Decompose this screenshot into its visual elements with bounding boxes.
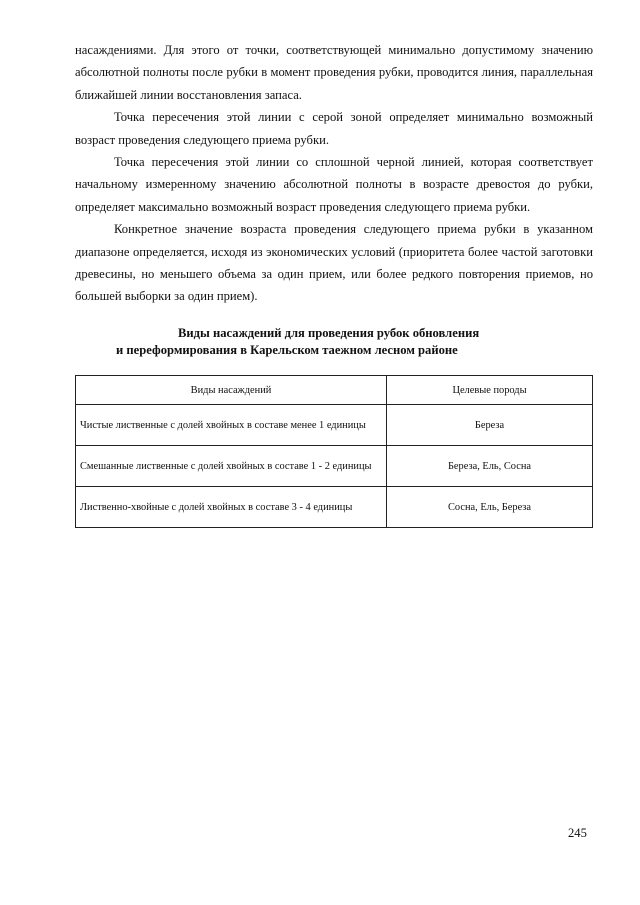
stand-type-cell: Лиственно-хвойные с долей хвойных в составе 3 - 4 единицы	[76, 487, 387, 528]
paragraph: Конкретное значение возраста проведения следующего приема рубки в указанном диапазоне определяется, исходя из экономических условий (приоритета более частой заготовки древесины, но меньшего объема за один прием, или более редкого повторения приемов, но большей выборки за один прием).	[75, 222, 593, 304]
table-row	[76, 405, 593, 446]
table-heading-line-1: Виды насаждений для проведения рубок обновления	[178, 326, 480, 340]
paragraph-continuation: насаждениями. Для этого от точки, соответствующей минимально допустимому значению абсолютной полноты после рубки в момент проведения рубки, проводится линия, параллельная ближайшей линии восстановления запаса.	[75, 43, 593, 102]
table-row	[76, 446, 593, 487]
table-header-row	[76, 376, 593, 405]
column-header-stand-types: Виды насаждений	[76, 376, 387, 405]
table-heading	[75, 325, 593, 359]
target-species-cell: Сосна, Ель, Береза	[387, 487, 593, 528]
stand-type-cell: Чистые лиственные с долей хвойных в составе менее 1 единицы	[76, 405, 387, 446]
body-text	[75, 39, 593, 308]
target-species-cell: Береза	[387, 405, 593, 446]
stand-type-cell: Смешанные лиственные с долей хвойных в составе 1 - 2 единицы	[76, 446, 387, 487]
column-header-target-species: Целевые породы	[387, 376, 593, 405]
table-row	[76, 487, 593, 528]
page-number: 245	[568, 826, 587, 840]
stand-types-table	[75, 375, 593, 528]
table-heading-line-2: и переформирования в Карельском таежном лесном районе	[116, 343, 458, 357]
paragraph: Точка пересечения этой линии со сплошной черной линией, которая соответствует начальному измеренному значению абсолютной полноты в возрасте древостоя до рубки, определяет максимально возможный возраст проведения следующего приема рубки.	[75, 155, 593, 214]
target-species-cell: Береза, Ель, Сосна	[387, 446, 593, 487]
paragraph: Точка пересечения этой линии с серой зоной определяет минимально возможный возраст проведения следующего приема рубки.	[75, 110, 593, 147]
